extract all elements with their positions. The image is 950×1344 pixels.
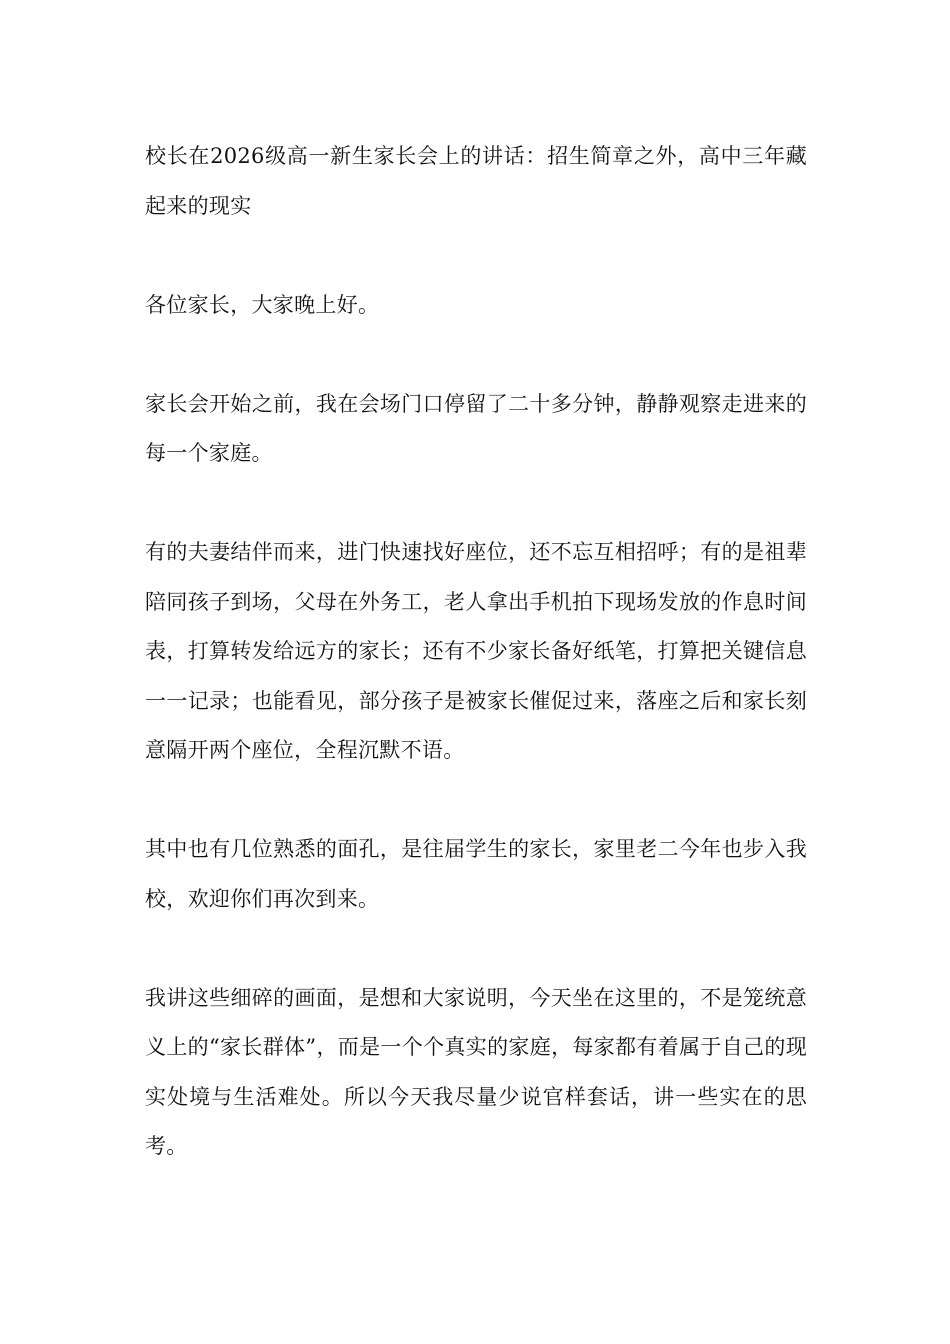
- document-title: 校长在2026级高一新生家长会上的讲话：招生简章之外，高中三年藏起来的现实: [145, 144, 807, 218]
- document-body: [145, 132, 807, 1221]
- paragraph-families: 有的夫妻结伴而来，进门快速找好座位，还不忘互相招呼；有的是祖辈陪同孩子到场，父母在外务工，老人拿出手机拍下现场发放的作息时间表，打算转发给远方的家长；还有不少家长备好纸笔，打算把关键信息一一记录；也能看见，部分孩子是被家长催促过来，落座之后和家长刻意隔开两个座位，全程沉默不语。: [145, 540, 807, 762]
- paragraph-returning-parents: 其中也有几位熟悉的面孔，是往届学生的家长，家里老二今年也步入我校，欢迎你们再次到来。: [145, 837, 807, 911]
- paragraph-observation: 家长会开始之前，我在会场门口停留了二十多分钟，静静观察走进来的每一个家庭。: [145, 391, 807, 465]
- paragraph-purpose: 我讲这些细碎的画面，是想和大家说明，今天坐在这里的，不是笼统意义上的“家长群体”，而是一个个真实的家庭，每家都有着属于自己的现实处境与生活难处。所以今天我尽量少说官样套话，讲一些实在的思考。: [145, 985, 807, 1158]
- paragraph-greeting: 各位家长，大家晚上好。: [145, 292, 380, 317]
